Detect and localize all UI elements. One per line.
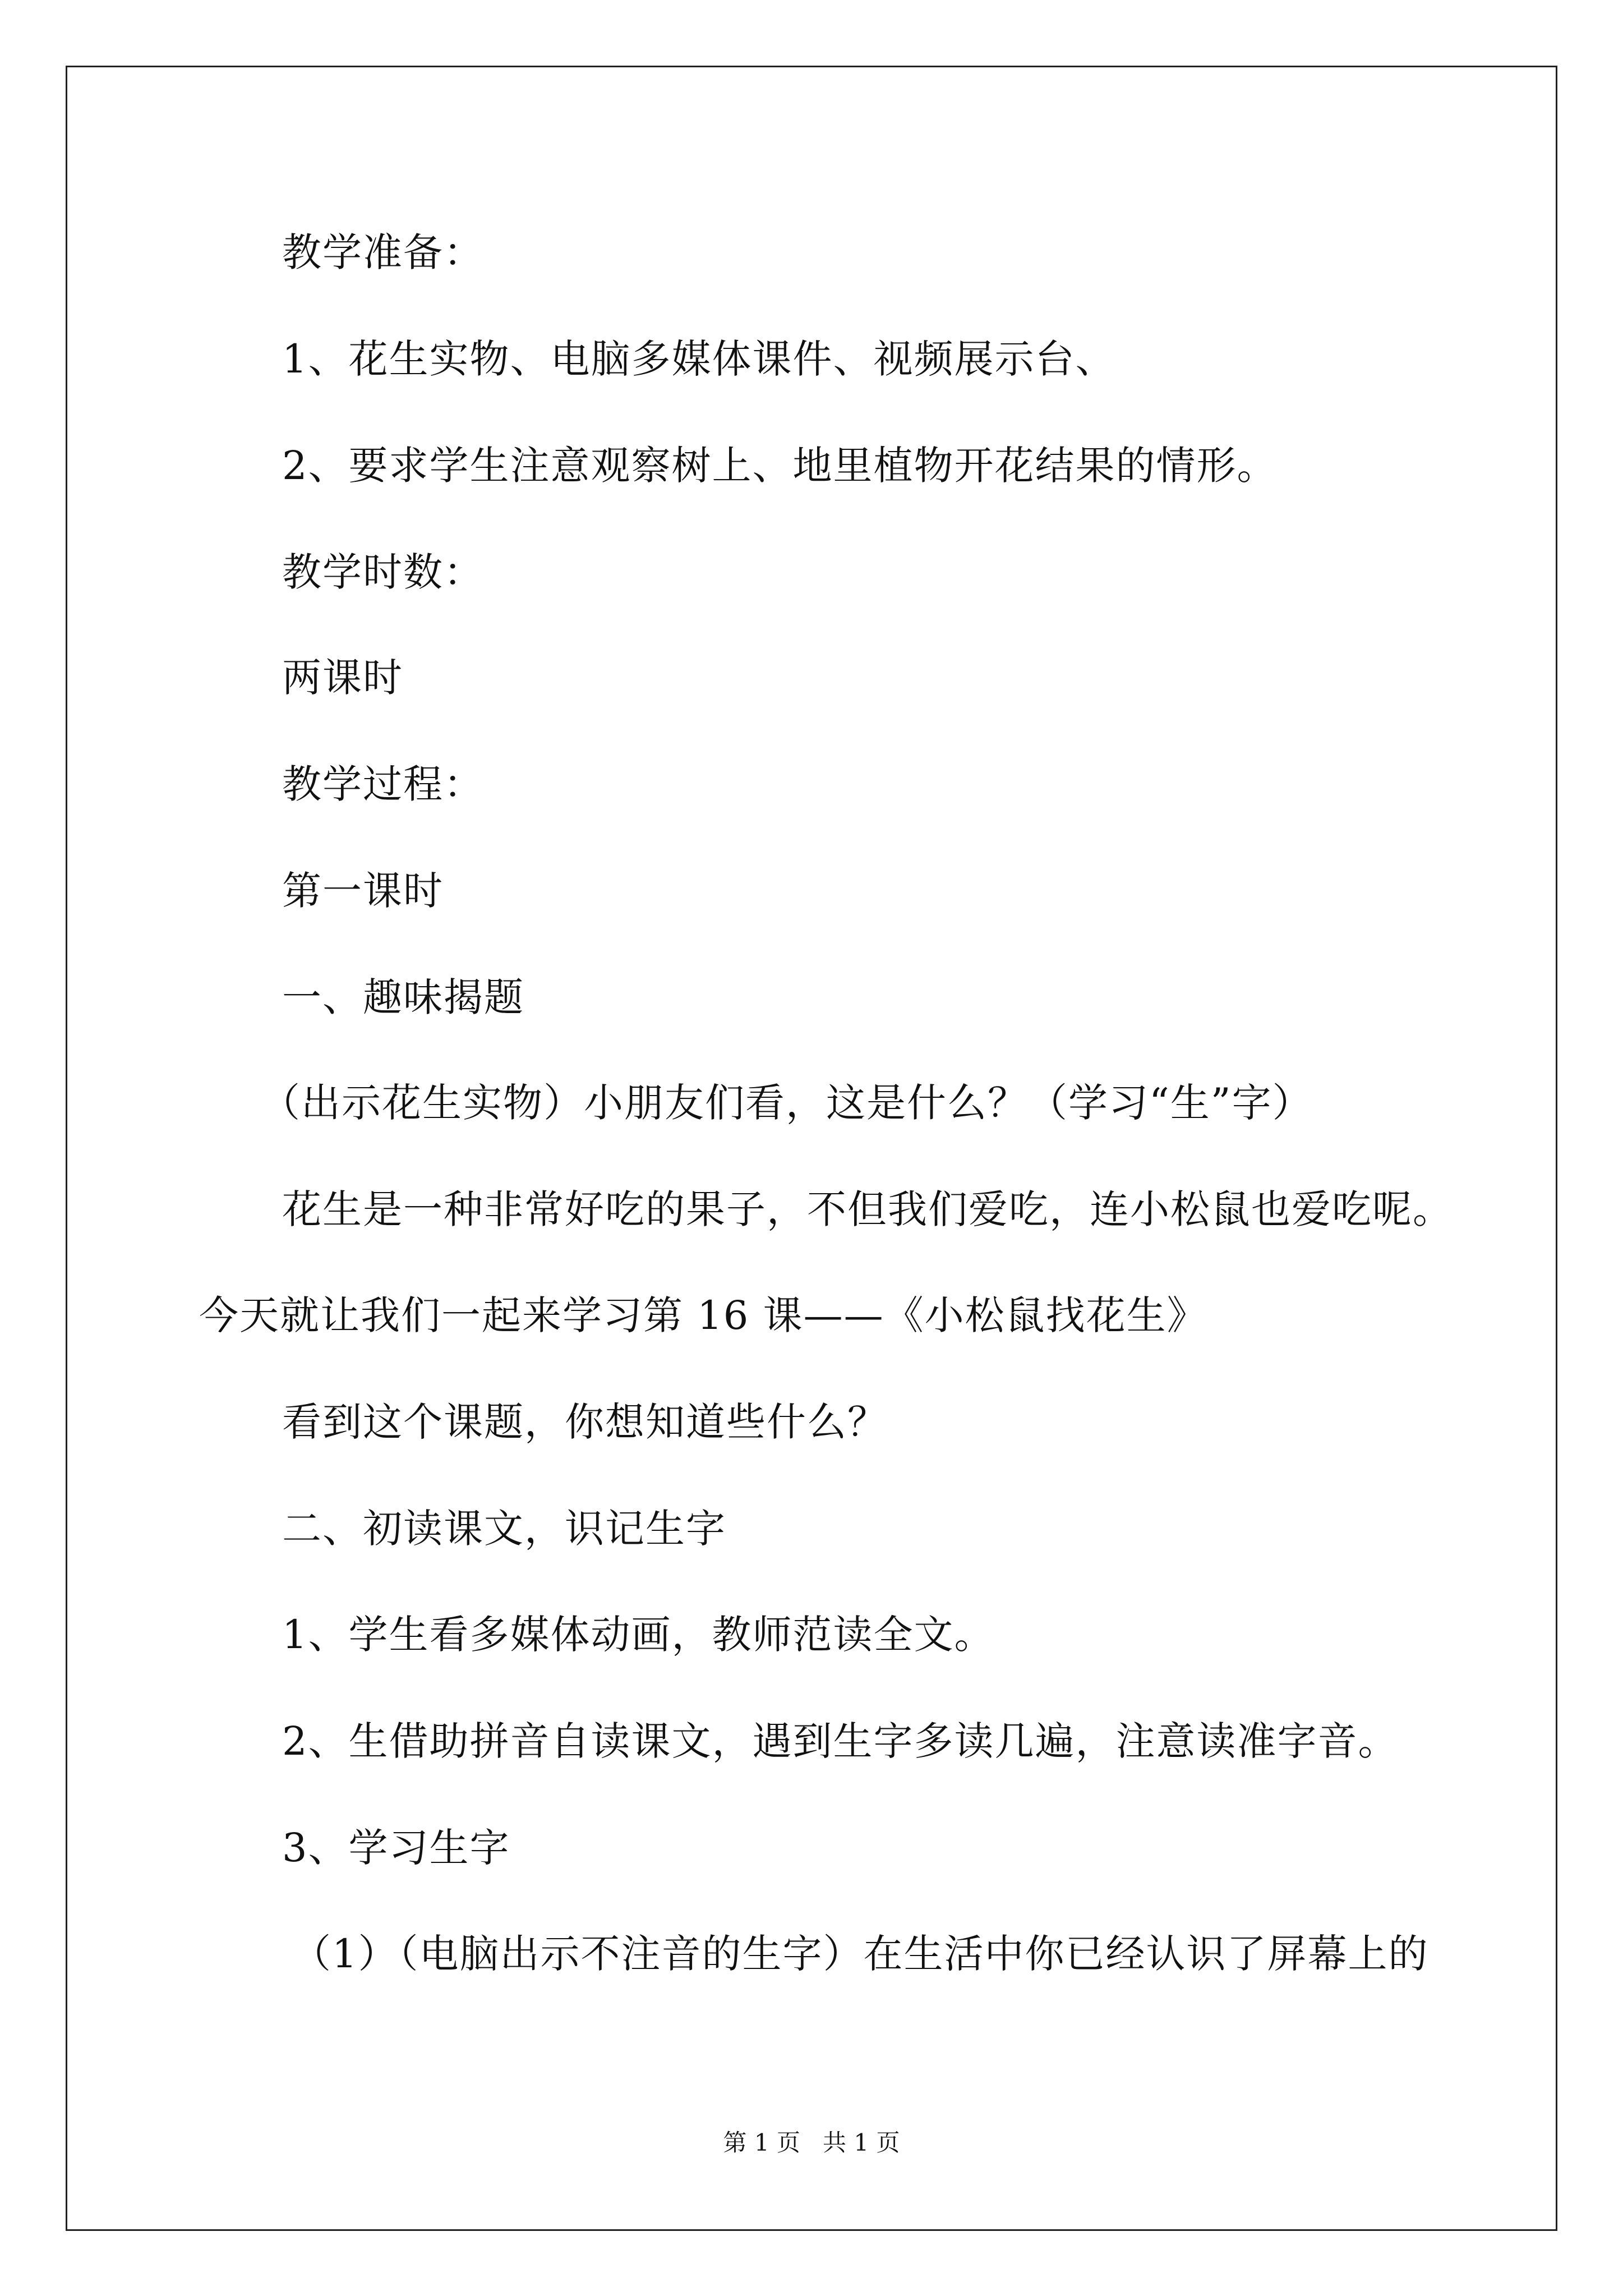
text-line: 教学准备： — [282, 229, 484, 275]
text-line: 二、初读课文，识记生字 — [282, 1506, 726, 1552]
text-line: （1）（电脑出示不注音的生字）在生活中你已经认识了屏幕上的 — [292, 1931, 1429, 1977]
page-number-footer: 第 1 页 共 1 页 — [723, 2129, 900, 2156]
text-line: （出示花生实物）小朋友们看，这是什么？（学习“生”字） — [261, 1080, 1313, 1126]
text-line: 今天就让我们一起来学习第 16 课——《小松鼠找花生》 — [199, 1292, 1207, 1338]
page-border — [66, 66, 1557, 2231]
text-line: 2、生借助拼音自读课文，遇到生字多读几遍，注意读准字音。 — [282, 1718, 1399, 1764]
text-line: 教学过程： — [282, 761, 484, 807]
text-line: 1、学生看多媒体动画，教师范读全文。 — [282, 1612, 995, 1658]
text-line: 第一课时 — [282, 868, 444, 914]
text-line: 3、学习生字 — [282, 1825, 510, 1871]
text-line: 1、花生实物、电脑多媒体课件、视频展示台、 — [282, 336, 1116, 382]
text-line: 一、趣味揭题 — [282, 974, 524, 1020]
text-line: 看到这个课题，你想知道些什么？ — [282, 1399, 888, 1445]
text-line: 花生是一种非常好吃的果子，不但我们爱吃，连小松鼠也爱吃呢。 — [282, 1186, 1453, 1232]
text-line: 两课时 — [282, 655, 403, 701]
text-line: 教学时数： — [282, 549, 484, 595]
text-line: 2、要求学生注意观察树上、地里植物开花结果的情形。 — [282, 443, 1278, 489]
